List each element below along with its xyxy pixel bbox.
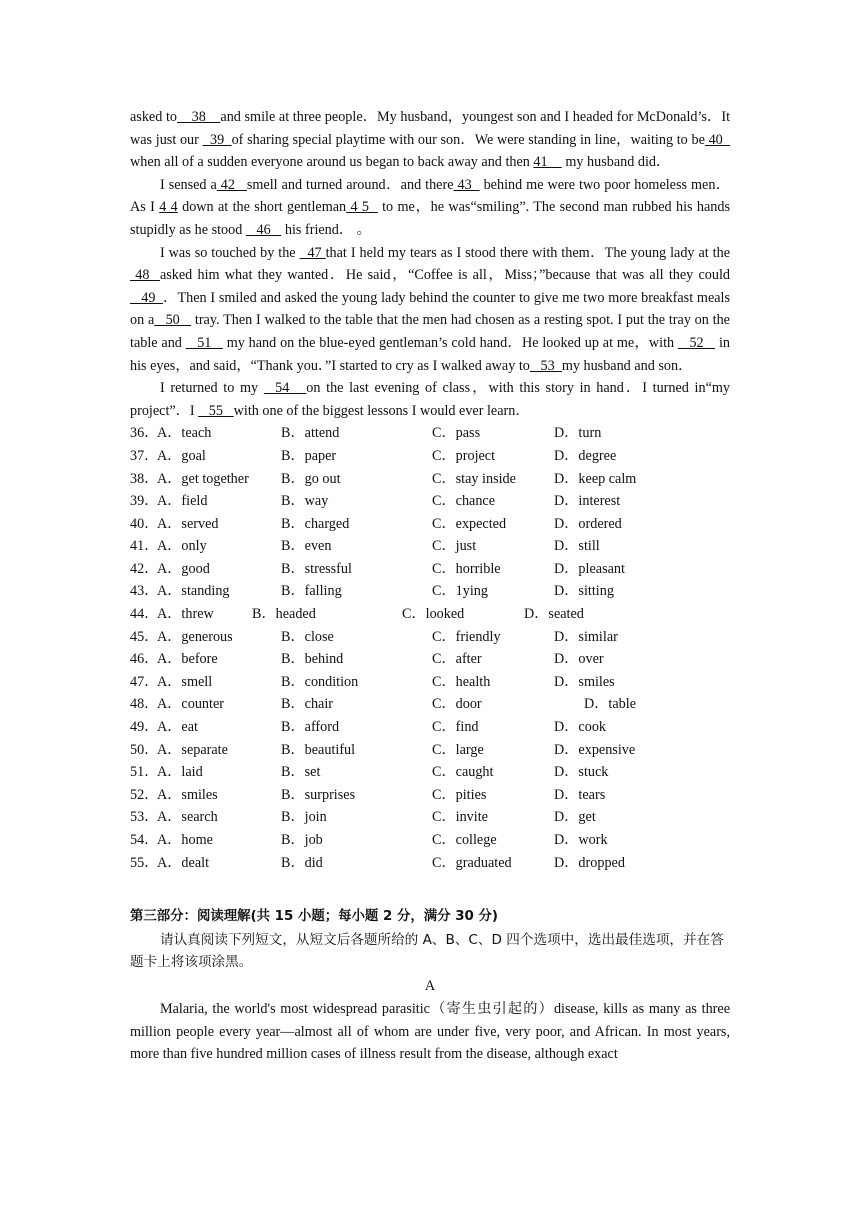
passage-text: to me，he was“smiling”. The second man rubbed his hands stupidly as he stood (130, 199, 730, 238)
question-number: 46． (130, 651, 159, 668)
option-b: B．job (281, 832, 323, 848)
answer-blank: 4 4 (159, 199, 178, 216)
option-a: A．standing (157, 583, 230, 600)
option-d: D．table (584, 696, 637, 713)
passage-text: behind me were two poor homeless men．As I (130, 176, 731, 216)
passage-text: smell and turned around．and there (246, 176, 454, 193)
answer-blank: 39 (202, 131, 232, 148)
option-a: A．served (157, 515, 219, 532)
option-b: B．afford (281, 719, 340, 736)
question-number: 50． (130, 741, 159, 758)
option-b: B．close (281, 628, 334, 645)
option-d: D．turn (554, 425, 602, 442)
question-number: 53． (130, 809, 159, 826)
option-c: C．expected (432, 515, 507, 532)
option-c: C．1ying (432, 583, 488, 600)
choice-row (130, 761, 730, 784)
option-b: B．behind (281, 651, 344, 668)
option-c: C．friendly (432, 628, 501, 645)
answer-blank: 55 (198, 402, 234, 419)
passage-text: when all of a sudden everyone around us began to back away and then (130, 154, 534, 171)
choice-row (130, 603, 730, 626)
choice-row (130, 535, 730, 558)
passage-text: I sensed a (160, 176, 217, 193)
answer-blank: 4 5 (346, 199, 378, 216)
question-number: 52． (130, 786, 159, 803)
question-number: 39． (130, 493, 159, 510)
passage-label: A (424, 977, 436, 994)
passage-text: I returned to my (160, 380, 264, 397)
section-heading: 第三部分：阅读理解(共 15 小题；每小题 2 分，满分 30 分) (130, 909, 498, 925)
option-c: C．graduated (432, 854, 512, 871)
choice-row (130, 784, 730, 807)
choice-row (130, 829, 730, 852)
answer-blank: 46 (245, 221, 282, 238)
question-number: 41． (130, 538, 159, 555)
question-number: 43． (130, 583, 159, 600)
option-c: C．large (432, 741, 484, 758)
section-instruction: 请认真阅读下列短文，从短文后各题所给的 A、B、C、D 四个选项中，选出最佳选项，并在答题卡上将该项涂黑。 (130, 931, 724, 971)
passage-text: down at the short gentleman (177, 199, 347, 216)
passage-text: of sharing special playtime with our son．We were standing in line，waiting to be (231, 131, 705, 148)
option-c: C．find (432, 719, 479, 736)
passage-text: my husband and son． (561, 357, 693, 374)
choice-row (130, 626, 730, 649)
choice-row (130, 693, 730, 716)
choice-row (130, 806, 730, 829)
choice-row (130, 468, 730, 491)
choice-row (130, 580, 730, 603)
option-a: A．only (157, 538, 207, 555)
option-c: C．college (432, 832, 497, 848)
passage-text: and smile at three people．My husband，youngest son and I headed for McDonald’s．It was just our (130, 109, 731, 148)
question-number: 49． (130, 719, 159, 736)
option-b: B．charged (281, 515, 350, 532)
choice-row (130, 490, 730, 513)
option-a: A．dealt (157, 854, 210, 871)
option-c: C．pities (432, 786, 487, 803)
answer-blank: 53 (529, 357, 562, 374)
option-b: B．chair (281, 696, 334, 713)
passage-text: tray. Then I walked to the table that the men had chosen as a resting spot. I put the tray on the table and (130, 312, 730, 351)
option-c: C．horrible (432, 560, 501, 577)
choice-row (130, 739, 730, 762)
option-a: A．goal (157, 447, 206, 464)
answer-blank: 40 (704, 131, 731, 148)
option-c: C．chance (432, 493, 496, 510)
answer-blank: 41 (533, 154, 562, 171)
option-a: A．separate (157, 741, 228, 758)
question-number: 38． (130, 470, 159, 487)
question-number: 54． (130, 832, 159, 848)
choice-row (130, 422, 730, 445)
question-number: 44． (130, 606, 159, 623)
passage-text: I was so touched by the (160, 244, 300, 261)
choice-row (130, 445, 730, 468)
question-number: 40． (130, 515, 159, 532)
choice-row (130, 852, 730, 875)
question-number: 36． (130, 425, 159, 442)
passage-text: asked him what they wanted．He said，“Coffee is all，Miss；”because that was all they could (159, 267, 731, 284)
option-d: D．sitting (554, 583, 614, 600)
option-c: C．pass (432, 425, 481, 442)
option-b: B．attend (281, 425, 340, 442)
option-d: D．work (554, 832, 608, 848)
option-b: B．join (281, 809, 327, 826)
option-b: B．set (281, 764, 321, 781)
choice-row (130, 513, 730, 536)
answer-blank: 48 (130, 267, 160, 284)
passage-text: on the last evening of class，with this story in hand．I turned in“my project”．I (130, 380, 731, 419)
question-number: 37． (130, 447, 159, 464)
answer-blank: 54 (263, 380, 307, 397)
option-b: B．falling (281, 583, 342, 600)
option-a: A．search (157, 809, 218, 826)
option-b: B．paper (281, 447, 337, 464)
option-b: B．beautiful (281, 741, 356, 758)
option-d: D．degree (554, 447, 617, 464)
option-d: D．expensive (554, 741, 636, 758)
answer-blank: 50 (154, 312, 192, 329)
passage-text: his friend． 。 (281, 221, 371, 238)
answer-blank: 38 (177, 109, 221, 125)
option-a: A．home (157, 832, 213, 848)
option-c: C．project (432, 447, 496, 464)
question-number: 47． (130, 673, 159, 690)
option-d: D．still (554, 538, 600, 555)
option-d: D．seated (524, 606, 584, 623)
choice-row (130, 558, 730, 581)
option-c: C．invite (432, 809, 488, 826)
passage-text: with one of the biggest lessons I would ever learn． (233, 402, 530, 419)
passage-text: in his eyes，and said，“Thank you．”I started to cry as I walked away to (130, 334, 731, 374)
option-d: D．get (554, 809, 596, 826)
option-d: D．stuck (554, 764, 609, 781)
option-a: A．get together (157, 470, 249, 487)
option-b: B．way (281, 493, 329, 510)
question-number: 42． (130, 560, 159, 577)
question-number: 45． (130, 628, 159, 645)
option-c: C．health (432, 673, 491, 690)
option-b: B．did (281, 854, 323, 871)
option-c: C．door (432, 696, 482, 713)
passage-paragraph (130, 174, 730, 242)
option-d: D．over (554, 651, 604, 668)
choice-row (130, 716, 730, 739)
answer-blank: 42 (216, 176, 247, 193)
option-d: D．dropped (554, 854, 625, 871)
choice-row (130, 648, 730, 671)
option-a: A．threw (157, 606, 214, 623)
question-number: 48． (130, 696, 159, 713)
cloze-passage (130, 106, 730, 422)
option-b: B．even (281, 538, 332, 555)
option-a: A．laid (157, 764, 203, 781)
question-number: 55． (130, 854, 159, 871)
passage-paragraph (130, 377, 730, 422)
answer-blank: 43 (453, 176, 480, 193)
option-a: A．counter (157, 696, 224, 713)
option-a: A．good (157, 560, 210, 577)
option-a: A．teach (157, 425, 212, 442)
option-b: B．stressful (281, 560, 352, 577)
passage-text: my hand on the blue-eyed gentleman’s cold hand．He looked up at me，with (222, 334, 678, 351)
option-c: C．stay inside (432, 470, 516, 487)
answer-blank: 52 (677, 334, 716, 351)
option-b: B．headed (252, 606, 316, 623)
option-a: A．smiles (157, 786, 218, 803)
option-d: D．interest (554, 493, 621, 510)
option-d: D．keep calm (554, 470, 637, 487)
option-d: D．cook (554, 719, 607, 736)
passage-paragraph (130, 242, 730, 378)
passage-text: asked to (130, 109, 177, 125)
option-c: C．after (432, 651, 482, 668)
option-c: C．just (432, 538, 477, 555)
option-a: A．before (157, 651, 218, 668)
passage-text: that I held my tears as I stood there with them．The young lady at the (325, 244, 730, 261)
option-b: B．condition (281, 673, 359, 690)
question-number: 51． (130, 764, 159, 781)
answer-blank: 47 (299, 244, 326, 261)
option-a: A．eat (157, 719, 198, 736)
option-d: D．tears (554, 786, 606, 803)
passage-text: my husband did． (561, 154, 671, 171)
option-c: C．looked (402, 606, 465, 623)
option-d: D．similar (554, 628, 618, 645)
option-d: D．smiles (554, 673, 615, 690)
option-a: A．field (157, 493, 208, 510)
answer-blank: 49 (130, 289, 164, 306)
option-d: D．ordered (554, 515, 622, 532)
option-c: C．caught (432, 764, 494, 781)
passage-text: ．Then I smiled and asked the young lady behind the counter to give me two more breakfast meals on a (130, 289, 730, 329)
choice-row (130, 671, 730, 694)
option-d: D．pleasant (554, 560, 625, 577)
content-column (130, 106, 730, 1066)
option-b: B．surprises (281, 786, 356, 803)
option-a: A．generous (157, 628, 233, 645)
option-a: A．smell (157, 673, 213, 690)
option-b: B．go out (281, 470, 341, 487)
choice-list (130, 422, 730, 874)
answer-blank: 51 (185, 334, 223, 351)
reading-paragraph: Malaria, the world's most widespread parasitic（寄生虫引起的）disease, kills as many as three million people every year—almost all of whom are under five, very poor, and African. In most years, more than five hundred million cases of illness result from the disease, although exact (130, 1000, 730, 1063)
passage-paragraph (130, 106, 730, 174)
